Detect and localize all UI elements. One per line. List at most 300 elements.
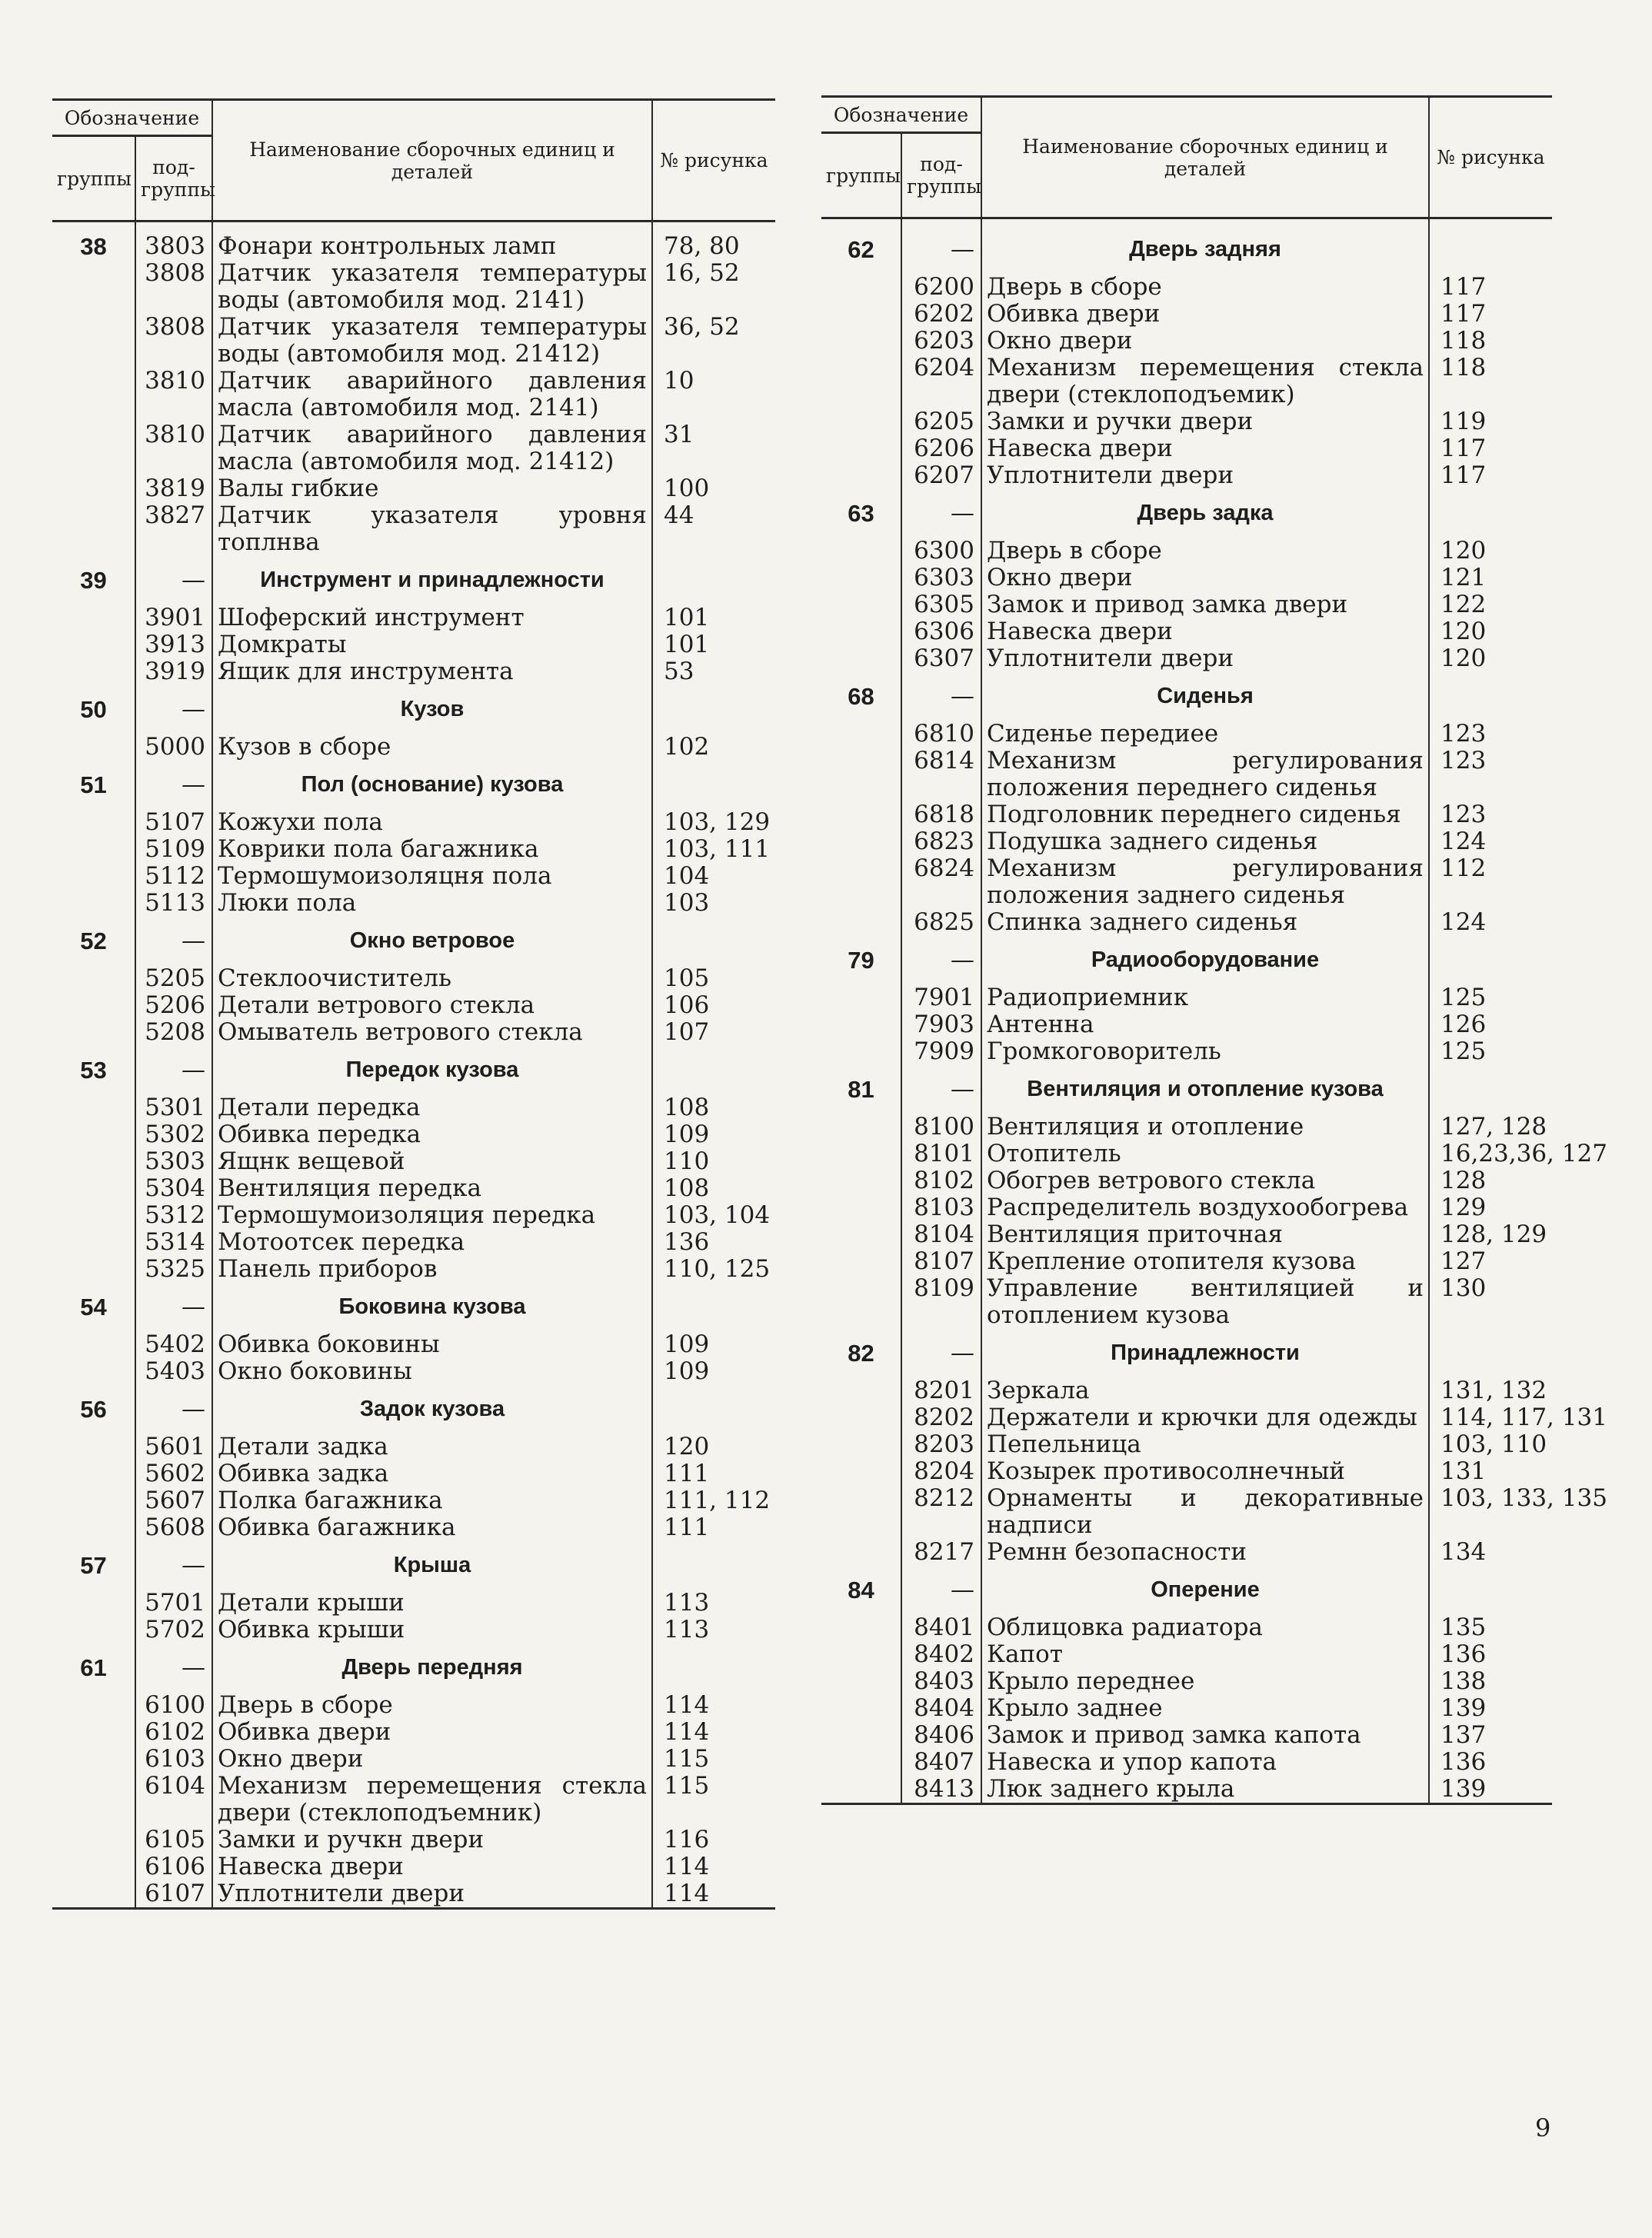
figure-numbers: 103, 111 xyxy=(652,836,775,863)
part-name: Замки и ручки двери xyxy=(981,408,1429,435)
table-row xyxy=(821,721,1552,748)
part-name: Окно боковины xyxy=(212,1358,652,1385)
group-code xyxy=(821,1458,901,1485)
part-name: Валы гибкие xyxy=(212,475,652,502)
subgroup-code: 6104 xyxy=(135,1773,212,1827)
group-code xyxy=(821,855,901,909)
part-name: Детали ветрового стекла xyxy=(212,992,652,1019)
table-row xyxy=(52,421,775,475)
subgroup-code: — xyxy=(135,1283,212,1331)
table-row xyxy=(52,836,775,863)
figure-numbers: 137 xyxy=(1429,1722,1552,1749)
group-code xyxy=(821,1194,901,1221)
header-name: Наименование сборочных единиц и деталей xyxy=(981,97,1429,218)
figure-numbers: 111 xyxy=(652,1460,775,1487)
part-name: Панель приборов xyxy=(212,1256,652,1283)
figure-numbers: 101 xyxy=(652,631,775,658)
part-name: Детали крыши xyxy=(212,1590,652,1617)
subgroup-code: — xyxy=(135,685,212,734)
table-row xyxy=(821,828,1552,855)
subgroup-code: 6207 xyxy=(901,462,981,489)
table-row xyxy=(821,1776,1552,1804)
group-code xyxy=(52,314,135,368)
table-row xyxy=(821,909,1552,936)
group-title: Передок кузова xyxy=(212,1046,652,1094)
table-row xyxy=(52,1719,775,1746)
subgroup-code: 8203 xyxy=(901,1431,981,1458)
group-code xyxy=(821,1404,901,1431)
figure-numbers: 107 xyxy=(652,1019,775,1046)
group-title: Окно ветровое xyxy=(212,917,652,965)
part-name: Навеска двери xyxy=(981,618,1429,645)
figure-numbers xyxy=(652,1385,775,1434)
part-name: Спинка заднего сиденья xyxy=(981,909,1429,936)
figure-numbers: 10 xyxy=(652,368,775,421)
part-name: Крыло заднее xyxy=(981,1695,1429,1722)
table-row xyxy=(821,1749,1552,1776)
figure-numbers: 110 xyxy=(652,1148,775,1175)
subgroup-code: — xyxy=(901,489,981,538)
subgroup-code: 6306 xyxy=(901,618,981,645)
group-code xyxy=(52,1094,135,1121)
part-name: Сиденье передиее xyxy=(981,721,1429,748)
group-header-row xyxy=(52,685,775,734)
subgroup-code: — xyxy=(135,1644,212,1692)
header-designation: Обозначение xyxy=(821,97,981,133)
subgroup-code: 3819 xyxy=(135,475,212,502)
group-code: 79 xyxy=(848,947,874,974)
subgroup-code: 8103 xyxy=(901,1194,981,1221)
header-figure: № рисунка xyxy=(652,100,775,221)
group-code xyxy=(52,836,135,863)
figure-numbers: 128 xyxy=(1429,1167,1552,1194)
table-row xyxy=(821,1248,1552,1275)
subgroup-code: — xyxy=(901,672,981,721)
part-name: Обивка двери xyxy=(981,301,1429,328)
table-row xyxy=(52,1880,775,1909)
group-code xyxy=(821,408,901,435)
subgroup-code: 6205 xyxy=(901,408,981,435)
part-name: Ящнк вещевой xyxy=(212,1148,652,1175)
part-name: Окно двери xyxy=(212,1746,652,1773)
part-name: Вентиляция приточная xyxy=(981,1221,1429,1248)
group-code xyxy=(52,368,135,421)
group-code: 81 xyxy=(848,1076,874,1103)
table-row xyxy=(52,631,775,658)
subgroup-code: 5302 xyxy=(135,1121,212,1148)
figure-numbers: 114 xyxy=(652,1719,775,1746)
subgroup-code: 3810 xyxy=(135,368,212,421)
subgroup-code: 6818 xyxy=(901,801,981,828)
table-row xyxy=(821,748,1552,801)
table-row xyxy=(52,314,775,368)
subgroup-code: — xyxy=(135,1046,212,1094)
group-code: 52 xyxy=(80,928,107,954)
part-name: Держатели и крючки для одежды xyxy=(981,1404,1429,1431)
subgroup-code: 8402 xyxy=(901,1641,981,1668)
subgroup-code: — xyxy=(901,1329,981,1377)
group-code: 63 xyxy=(848,500,874,527)
group-title: Дверь задка xyxy=(981,489,1429,538)
table-row xyxy=(821,1404,1552,1431)
figure-numbers: 16,23,36, 127 xyxy=(1429,1141,1552,1167)
figure-numbers: 103 xyxy=(652,890,775,917)
figure-numbers: 136 xyxy=(1429,1641,1552,1668)
group-header-row xyxy=(52,1541,775,1590)
subgroup-code: 5608 xyxy=(135,1514,212,1541)
part-name: Термошумоизоляцня пола xyxy=(212,863,652,890)
subgroup-code: 3827 xyxy=(135,502,212,556)
figure-numbers: 100 xyxy=(652,475,775,502)
subgroup-code: 8204 xyxy=(901,1458,981,1485)
table-row xyxy=(52,221,775,261)
header-group: группы xyxy=(821,133,901,218)
group-code xyxy=(52,1692,135,1719)
subgroup-code: — xyxy=(901,1566,981,1614)
group-code xyxy=(821,1248,901,1275)
figure-numbers: 136 xyxy=(652,1229,775,1256)
group-header-row xyxy=(52,1283,775,1331)
subgroup-code: 8403 xyxy=(901,1668,981,1695)
part-name: Обивка двери xyxy=(212,1719,652,1746)
figure-numbers: 120 xyxy=(1429,538,1552,564)
figure-numbers: 111, 112 xyxy=(652,1487,775,1514)
group-code xyxy=(821,1695,901,1722)
group-code xyxy=(52,1827,135,1853)
part-name: Полка багажника xyxy=(212,1487,652,1514)
part-name: Люки пола xyxy=(212,890,652,917)
group-title: Кузов xyxy=(212,685,652,734)
figure-numbers: 116 xyxy=(652,1827,775,1853)
subgroup-code: 8217 xyxy=(901,1539,981,1566)
group-code xyxy=(821,801,901,828)
table-row xyxy=(52,863,775,890)
figure-numbers: 119 xyxy=(1429,408,1552,435)
group-title: Боковина кузова xyxy=(212,1283,652,1331)
subgroup-code: 8212 xyxy=(901,1485,981,1539)
table-row xyxy=(52,1487,775,1514)
group-code xyxy=(821,1722,901,1749)
figure-numbers xyxy=(652,1283,775,1331)
subgroup-code: 5000 xyxy=(135,734,212,761)
part-name: Дверь в сборе xyxy=(981,538,1429,564)
part-name: Фонари контрольных ламп xyxy=(212,221,652,261)
group-code xyxy=(821,1776,901,1804)
table-row xyxy=(821,1377,1552,1404)
table-row xyxy=(52,1590,775,1617)
part-name: Датчик указателя температуры воды (автомобиля мод. 2141) xyxy=(212,260,652,314)
part-name: Замки и ручкн двери xyxy=(212,1827,652,1853)
subgroup-code: 6810 xyxy=(901,721,981,748)
figure-numbers: 102 xyxy=(652,734,775,761)
table-row xyxy=(821,538,1552,564)
part-name: Уплотнители двери xyxy=(981,645,1429,672)
group-code xyxy=(52,890,135,917)
part-name: Крепление отопителя кузова xyxy=(981,1248,1429,1275)
table-row xyxy=(821,462,1552,489)
part-name: Вентиляция и отопление xyxy=(981,1114,1429,1141)
part-name: Детали задка xyxy=(212,1434,652,1460)
part-name: Облицовка радиатора xyxy=(981,1614,1429,1641)
group-code xyxy=(821,618,901,645)
part-name: Громкоговоритель xyxy=(981,1038,1429,1065)
figure-numbers: 125 xyxy=(1429,1038,1552,1065)
group-code xyxy=(52,260,135,314)
subgroup-code: 5206 xyxy=(135,992,212,1019)
group-code xyxy=(821,564,901,591)
subgroup-code: 5205 xyxy=(135,965,212,992)
figure-numbers: 104 xyxy=(652,863,775,890)
group-code xyxy=(821,1431,901,1458)
table-body-right xyxy=(821,218,1607,1804)
table-row xyxy=(821,1539,1552,1566)
subgroup-code: 6107 xyxy=(135,1880,212,1909)
group-title: Сиденья xyxy=(981,672,1429,721)
group-header-row xyxy=(821,672,1552,721)
part-name: Мотоотсек передка xyxy=(212,1229,652,1256)
subgroup-code: 8401 xyxy=(901,1614,981,1641)
subgroup-code: 8100 xyxy=(901,1114,981,1141)
part-name: Обивка передка xyxy=(212,1121,652,1148)
group-header-row xyxy=(821,1566,1552,1614)
figure-numbers: 138 xyxy=(1429,1668,1552,1695)
part-name: Обивка крыши xyxy=(212,1617,652,1644)
table-row xyxy=(821,801,1552,828)
subgroup-code: 5702 xyxy=(135,1617,212,1644)
table-row xyxy=(821,408,1552,435)
group-code xyxy=(821,591,901,618)
group-code xyxy=(821,1614,901,1641)
group-code xyxy=(821,538,901,564)
group-code xyxy=(821,1038,901,1065)
group-code xyxy=(52,1514,135,1541)
part-name: Механизм перемещения стекла двери (стеклоподъемик) xyxy=(981,355,1429,408)
part-name: Термошумоизоляция передка xyxy=(212,1202,652,1229)
group-code: 62 xyxy=(848,236,874,263)
group-title: Крыша xyxy=(212,1541,652,1590)
group-code: 68 xyxy=(848,683,874,710)
group-code xyxy=(52,1719,135,1746)
part-name: Домкраты xyxy=(212,631,652,658)
group-code xyxy=(52,809,135,836)
table-row xyxy=(821,564,1552,591)
group-title: Оперение xyxy=(981,1566,1429,1614)
part-name: Датчик аварийного давления масла (автомобиля мод. 21412) xyxy=(212,421,652,475)
figure-numbers xyxy=(652,556,775,604)
group-header-row xyxy=(821,1065,1552,1114)
figure-numbers: 134 xyxy=(1429,1539,1552,1566)
table-row xyxy=(52,1514,775,1541)
subgroup-code: 5208 xyxy=(135,1019,212,1046)
figure-numbers: 114 xyxy=(652,1853,775,1880)
figure-numbers: 101 xyxy=(652,604,775,631)
header-name: Наименование сборочных единиц и деталей xyxy=(212,100,652,221)
group-code: 54 xyxy=(80,1294,107,1320)
group-code xyxy=(821,1114,901,1141)
part-name: Обивка задка xyxy=(212,1460,652,1487)
table-row xyxy=(821,1275,1552,1329)
part-name: Зеркала xyxy=(981,1377,1429,1404)
table-row xyxy=(52,1692,775,1719)
group-code xyxy=(52,1148,135,1175)
group-header-row xyxy=(52,1385,775,1434)
group-code xyxy=(52,1434,135,1460)
figure-numbers: 120 xyxy=(1429,618,1552,645)
table-row xyxy=(821,301,1552,328)
group-code: 84 xyxy=(848,1577,874,1604)
subgroup-code: 3803 xyxy=(135,221,212,261)
table-row xyxy=(52,1460,775,1487)
figure-numbers: 129 xyxy=(1429,1194,1552,1221)
group-code xyxy=(821,435,901,462)
figure-numbers: 123 xyxy=(1429,801,1552,828)
subgroup-code: 5109 xyxy=(135,836,212,863)
figure-numbers: 105 xyxy=(652,965,775,992)
figure-numbers: 109 xyxy=(652,1331,775,1358)
group-code xyxy=(821,1485,901,1539)
figure-numbers: 31 xyxy=(652,421,775,475)
table-row xyxy=(52,1256,775,1283)
subgroup-code: 8101 xyxy=(901,1141,981,1167)
group-code xyxy=(52,1256,135,1283)
part-name: Антенна xyxy=(981,1011,1429,1038)
part-name: Датчик аварийного давления масла (автомобиля мод. 2141) xyxy=(212,368,652,421)
figure-numbers: 120 xyxy=(652,1434,775,1460)
table-row xyxy=(52,260,775,314)
table-row xyxy=(821,1722,1552,1749)
group-code xyxy=(52,421,135,475)
group-title: Вентиляция и отопление кузова xyxy=(981,1065,1429,1114)
group-code xyxy=(821,1011,901,1038)
part-name: Крыло переднее xyxy=(981,1668,1429,1695)
group-code xyxy=(52,1773,135,1827)
part-name: Люк заднего крыла xyxy=(981,1776,1429,1804)
figure-numbers xyxy=(1429,936,1552,984)
subgroup-code: 8406 xyxy=(901,1722,981,1749)
subgroup-code: 5402 xyxy=(135,1331,212,1358)
figure-numbers: 123 xyxy=(1429,721,1552,748)
part-name: Коврики пола багажника xyxy=(212,836,652,863)
group-code xyxy=(52,1121,135,1148)
subgroup-code: 3913 xyxy=(135,631,212,658)
figure-numbers xyxy=(652,685,775,734)
group-code xyxy=(821,645,901,672)
header-subgroup: под-группы xyxy=(901,133,981,218)
group-code: 39 xyxy=(80,567,107,594)
subgroup-code: 6300 xyxy=(901,538,981,564)
subgroup-code: 3808 xyxy=(135,260,212,314)
figure-numbers: 124 xyxy=(1429,909,1552,936)
figure-numbers: 120 xyxy=(1429,645,1552,672)
group-code xyxy=(52,1853,135,1880)
figure-numbers: 108 xyxy=(652,1094,775,1121)
table-row xyxy=(821,1221,1552,1248)
table-row xyxy=(821,1114,1552,1141)
group-code: 56 xyxy=(80,1396,107,1423)
subgroup-code: 8413 xyxy=(901,1776,981,1804)
table-row xyxy=(821,1038,1552,1065)
subgroup-code: 7901 xyxy=(901,984,981,1011)
subgroup-code: 6206 xyxy=(901,435,981,462)
table-row xyxy=(821,1011,1552,1038)
table-row xyxy=(821,984,1552,1011)
table-row xyxy=(52,1434,775,1460)
table-row xyxy=(821,1641,1552,1668)
table-row xyxy=(821,855,1552,909)
subgroup-code: 5303 xyxy=(135,1148,212,1175)
figure-numbers: 44 xyxy=(652,502,775,556)
figure-numbers xyxy=(1429,218,1552,275)
figure-numbers xyxy=(1429,1566,1552,1614)
part-name: Подушка заднего сиденья xyxy=(981,828,1429,855)
figure-numbers: 136 xyxy=(1429,1749,1552,1776)
subgroup-code: — xyxy=(135,761,212,809)
table-row xyxy=(821,1668,1552,1695)
figure-numbers: 103, 104 xyxy=(652,1202,775,1229)
subgroup-code: 5607 xyxy=(135,1487,212,1514)
subgroup-code: 5601 xyxy=(135,1434,212,1460)
group-code xyxy=(821,721,901,748)
group-code: 38 xyxy=(80,233,107,260)
table-row xyxy=(52,1773,775,1827)
subgroup-code: — xyxy=(135,1541,212,1590)
part-name: Пепельница xyxy=(981,1431,1429,1458)
table-row xyxy=(821,1141,1552,1167)
table-row xyxy=(52,890,775,917)
subgroup-code: 5107 xyxy=(135,809,212,836)
part-name: Шоферский инструмент xyxy=(212,604,652,631)
parts-table-right xyxy=(821,95,1607,1805)
group-code xyxy=(821,1539,901,1566)
table-row xyxy=(52,1746,775,1773)
group-header-row xyxy=(821,489,1552,538)
table-row xyxy=(52,992,775,1019)
figure-numbers: 78, 80 xyxy=(652,221,775,261)
figure-numbers xyxy=(1429,489,1552,538)
table-row xyxy=(52,1019,775,1046)
table-row xyxy=(52,604,775,631)
figure-numbers: 139 xyxy=(1429,1695,1552,1722)
subgroup-code: — xyxy=(135,917,212,965)
figure-numbers: 108 xyxy=(652,1175,775,1202)
table-row xyxy=(821,618,1552,645)
group-code xyxy=(821,355,901,408)
group-title: Дверь задняя xyxy=(981,218,1429,275)
figure-numbers: 124 xyxy=(1429,828,1552,855)
group-code xyxy=(821,462,901,489)
table-row xyxy=(821,274,1552,301)
figure-numbers: 114, 117, 131 xyxy=(1429,1404,1552,1431)
table-row xyxy=(821,1614,1552,1641)
figure-numbers: 115 xyxy=(652,1773,775,1827)
subgroup-code: 8201 xyxy=(901,1377,981,1404)
subgroup-code: 8109 xyxy=(901,1275,981,1329)
part-name: Навеска и упор капота xyxy=(981,1749,1429,1776)
figure-numbers: 117 xyxy=(1429,462,1552,489)
figure-numbers: 127, 128 xyxy=(1429,1114,1552,1141)
group-header-row xyxy=(52,1644,775,1692)
table-row xyxy=(821,1194,1552,1221)
group-code xyxy=(821,1275,901,1329)
subgroup-code: 5112 xyxy=(135,863,212,890)
subgroup-code: 6106 xyxy=(135,1853,212,1880)
group-code xyxy=(821,1141,901,1167)
subgroup-code: 6100 xyxy=(135,1692,212,1719)
subgroup-code: — xyxy=(135,1385,212,1434)
figure-numbers: 117 xyxy=(1429,301,1552,328)
figure-numbers: 122 xyxy=(1429,591,1552,618)
part-name: Навеска двери xyxy=(212,1853,652,1880)
